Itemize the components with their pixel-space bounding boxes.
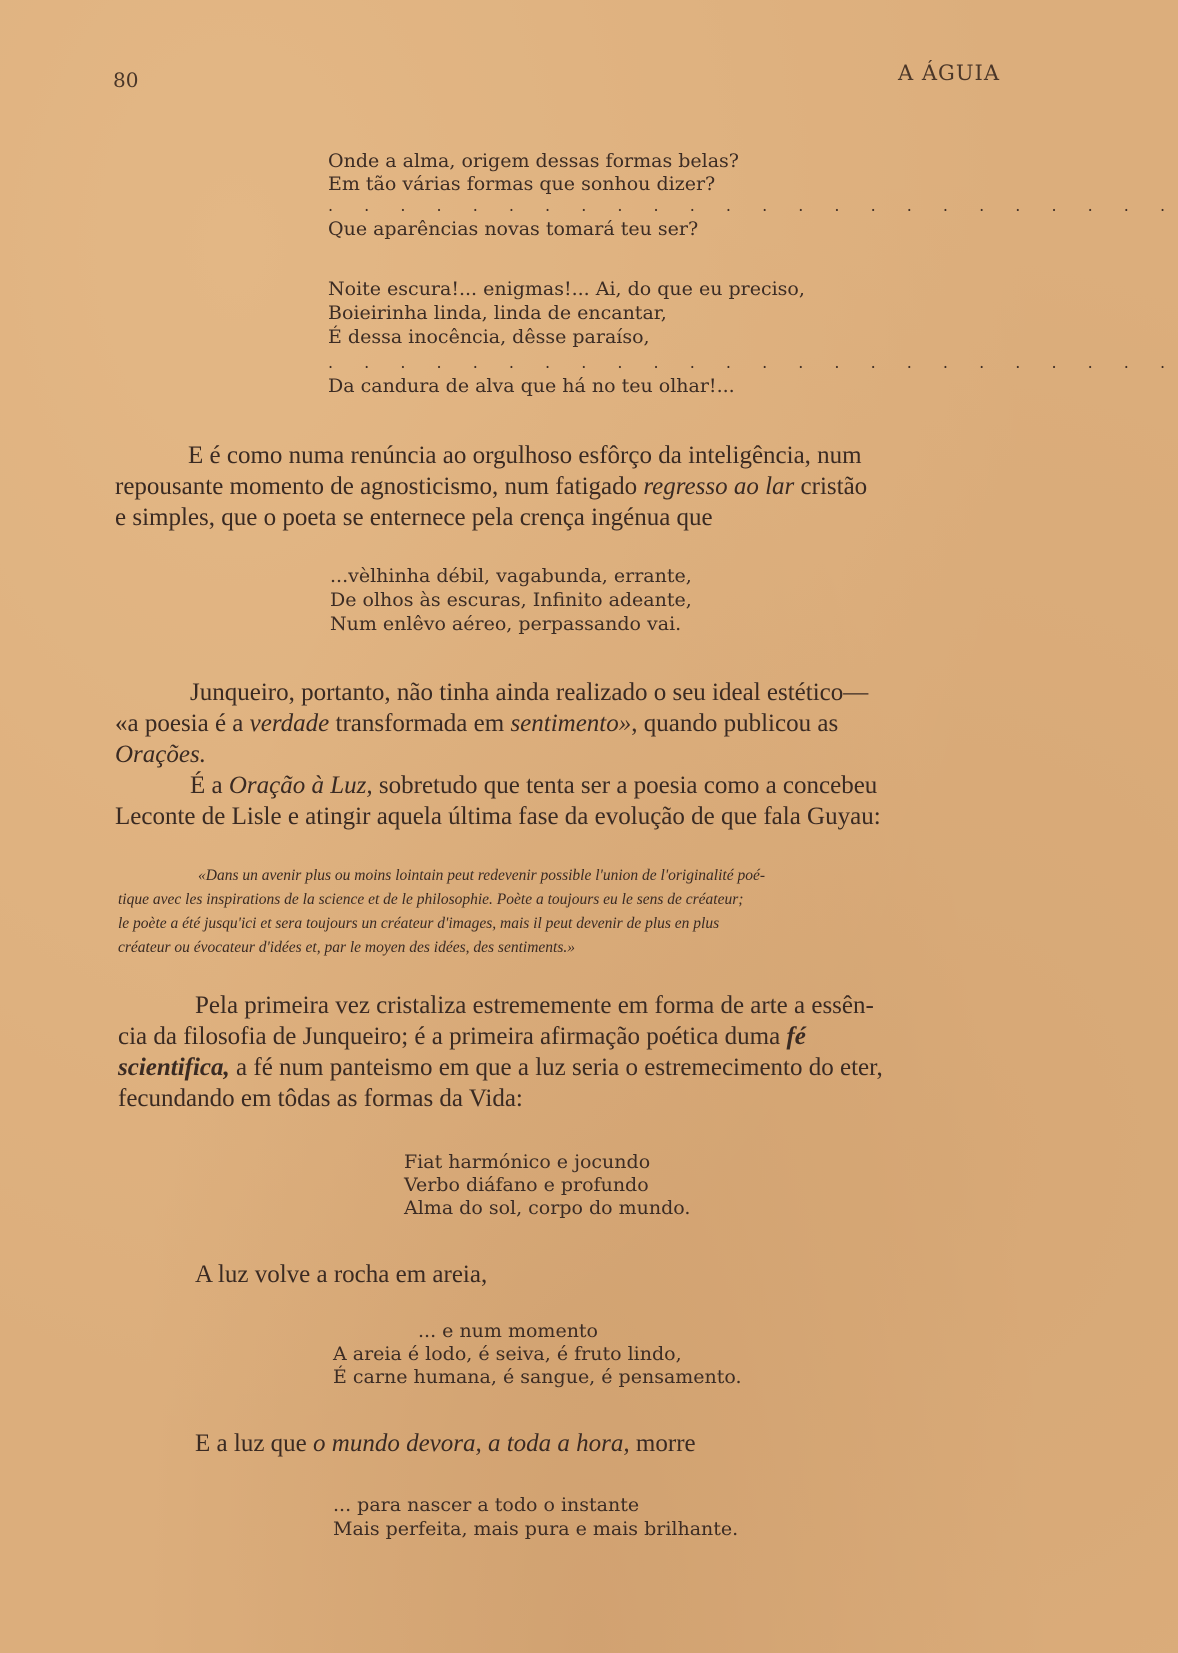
verse-line: Boieirinha linda, linda de encantar,	[328, 302, 667, 324]
prose-line: Orações.	[115, 741, 206, 768]
prose-line: scientifica, a fé num panteismo em que a luz seria o estremecimento do eter,	[118, 1054, 883, 1081]
verse-line: Onde a alma, origem dessas formas belas?	[328, 150, 739, 172]
verse-line: A areia é lodo, é seiva, é fruto lindo,	[333, 1343, 682, 1365]
prose-line: e simples, que o poeta se enternece pela crença ingénua que	[115, 504, 713, 531]
verse-line: É carne humana, é sangue, é pensamento.	[333, 1366, 742, 1388]
verse-line: Noite escura!... enigmas!... Ai, do que eu preciso,	[328, 278, 805, 300]
verse-line: Em tão várias formas que sonhou dizer?	[328, 173, 716, 195]
verse-line: ... e num momento	[418, 1320, 598, 1342]
verse-line: Da candura de alva que há no teu olhar!...	[328, 375, 735, 397]
quote-line: tique avec les inspirations de la science et de le philosophie. Poète a toujours eu le sens de créateur;	[118, 891, 744, 908]
prose-line: E a luz que o mundo devora, a toda a hora, morre	[195, 1430, 696, 1457]
prose-line: cia da filosofia de Junqueiro; é a primeira afirmação poética duma fé	[118, 1023, 806, 1050]
prose-line: Junqueiro, portanto, não tinha ainda realizado o seu ideal estético—	[190, 679, 869, 706]
quote-line: «Dans un avenir plus ou moins lointain peut redevenir possible l'union de l'originalité poé-	[198, 867, 766, 884]
prose-line: repousante momento de agnosticismo, num fatigado regresso ao lar cristão	[115, 473, 868, 500]
ellipsis-dots: . . . . . . . . . . . . . . . . . . . . . . . .	[328, 196, 1178, 215]
verse-line: De olhos às escuras, Infinito adeante,	[330, 589, 692, 611]
prose-line: É a Oração à Luz, sobretudo que tenta ser a poesia como a concebeu	[190, 772, 878, 799]
prose-line: «a poesia é a verdade transformada em sentimento», quando publicou as	[115, 710, 839, 737]
prose-line: E é como numa renúncia ao orgulhoso esfôrço da inteligência, num	[188, 442, 862, 469]
prose-line: fecundando em tôdas as formas da Vida:	[118, 1085, 523, 1112]
verse-line: É dessa inocência, dêsse paraíso,	[328, 326, 650, 348]
verse-line: Fiat harmónico e jocundo	[404, 1151, 651, 1173]
journal-title: A ÁGUIA	[898, 61, 1000, 85]
verse-line: Verbo diáfano e profundo	[404, 1174, 649, 1196]
prose-line: Leconte de Lisle e atingir aquela última fase da evolução de que fala Guyau:	[115, 803, 881, 830]
quote-line: créateur ou évocateur d'idées et, par le moyen des idées, des sentiments.»	[118, 939, 575, 956]
verse-line: Alma do sol, corpo do mundo.	[404, 1197, 691, 1219]
ellipsis-dots: . . . . . . . . . . . . . . . . . . . . . . . .	[328, 353, 1178, 372]
verse-line: ... para nascer a todo o instante	[333, 1494, 640, 1516]
verse-line: Mais perfeita, mais pura e mais brilhante.	[333, 1518, 739, 1540]
verse-line: ...vèlhinha débil, vagabunda, errante,	[330, 565, 692, 587]
verse-line: Num enlêvo aéreo, perpassando vai.	[330, 613, 682, 635]
verse-line: Que aparências novas tomará teu ser?	[328, 218, 699, 240]
prose-line: Pela primeira vez cristaliza estrememente em forma de arte a essên-	[195, 992, 874, 1019]
prose-line: A luz volve a rocha em areia,	[195, 1261, 488, 1288]
page-number: 80	[113, 68, 139, 92]
quote-line: le poète a été jusqu'ici et sera toujours un créateur d'images, mais il peut devenir de plus en plus	[118, 915, 720, 932]
